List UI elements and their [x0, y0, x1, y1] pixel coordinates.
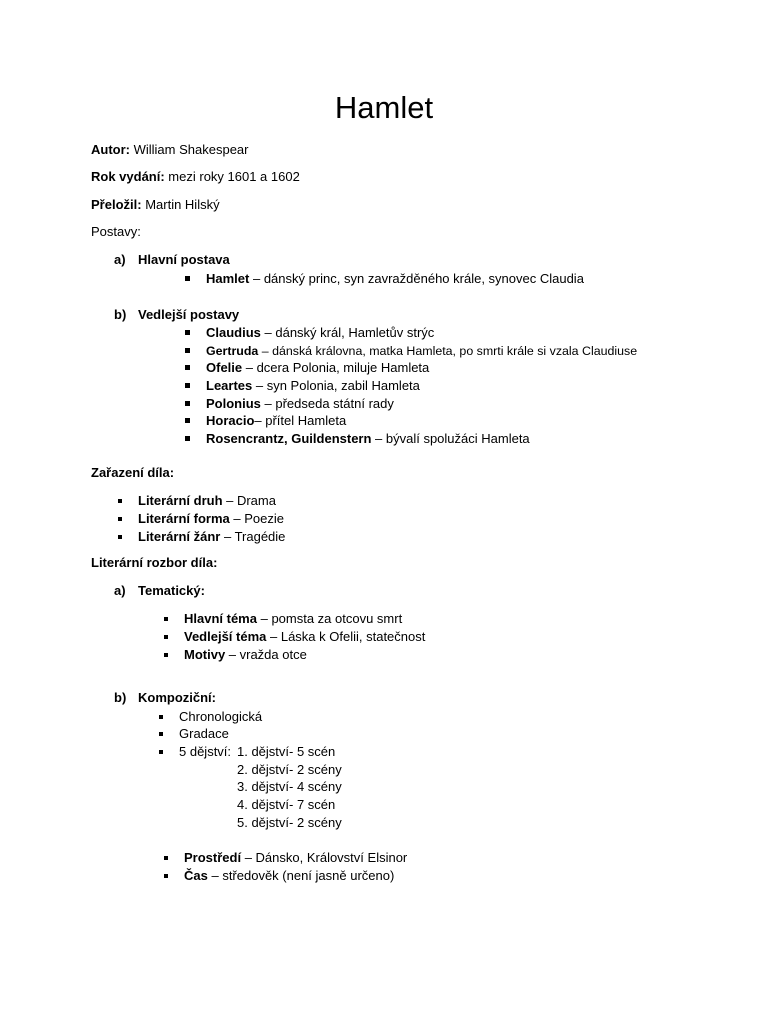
secondary-characters-heading: b) Vedlejší postavy [114, 307, 240, 322]
character-desc: – přítel Hamleta [254, 413, 347, 428]
act-item: 3. dějství- 4 scény [237, 779, 342, 794]
act-item: 4. dějství- 7 scén [237, 797, 336, 812]
character-name: Hamlet [206, 271, 250, 286]
list-item: Prostředí – Dánsko, Království Elsinor [184, 850, 408, 865]
characters-label: Postavy: [91, 224, 141, 239]
character-name: Polonius [206, 396, 261, 411]
author-label: Autor: [91, 142, 130, 157]
character-desc: – dcera Polonia, miluje Hamleta [242, 360, 430, 375]
character-desc: – dánský princ, syn zavražděného krále, synovec Claudia [249, 271, 584, 286]
list-item [206, 395, 394, 413]
analysis-heading: Literární rozbor díla: [91, 555, 218, 570]
list-item: Motivy – vražda otce [184, 647, 307, 662]
list-marker: a) [114, 252, 126, 267]
character-name: Rosencrantz, Guildenstern [206, 431, 372, 446]
list-item: Literární forma – Poezie [138, 511, 284, 526]
character-desc: – bývalí spolužáci Hamleta [371, 431, 530, 446]
list-item [206, 377, 420, 395]
list-item: Chronologická [179, 709, 263, 724]
act-item: 5. dějství- 2 scény [237, 815, 342, 830]
list-item [206, 412, 346, 430]
act-item: 2. dějství- 2 scény [237, 762, 342, 777]
list-item: Vedlejší téma – Láska k Ofelii, statečnost [184, 629, 426, 644]
main-character-heading: a) Hlavní postava [114, 252, 230, 267]
character-name: Gertruda [206, 344, 259, 358]
author-value: William Shakespear [130, 142, 249, 157]
year-value: mezi roky 1601 a 1602 [164, 169, 300, 184]
year-label: Rok vydání: [91, 169, 165, 184]
character-name: Horacio [206, 413, 255, 428]
translator-label: Přeložil: [91, 197, 142, 212]
list-item: Hlavní téma – pomsta za otcovu smrt [184, 611, 403, 626]
list-item: Literární druh – Drama [138, 493, 276, 508]
list-item: Literární žánr – Tragédie [138, 529, 286, 544]
list-marker: b) [114, 307, 127, 322]
list-item: Čas – středověk (není jasně určeno) [184, 868, 395, 883]
classification-heading: Zařazení díla: [91, 465, 175, 480]
thematic-heading: a) Tematický: [114, 583, 205, 598]
list-marker: a) [114, 583, 126, 598]
list-item [206, 430, 530, 448]
list-item [206, 342, 637, 360]
translator-line [91, 196, 220, 214]
list-marker: b) [114, 690, 127, 705]
character-name: Claudius [206, 325, 261, 340]
document-title: Hamlet [334, 90, 434, 125]
list-item: Gradace [179, 726, 229, 741]
character-desc: – syn Polonia, zabil Hamleta [252, 378, 420, 393]
acts-label: 5 dějství: [179, 744, 232, 759]
year-line [91, 168, 300, 186]
character-desc: – dánský král, Hamletův strýc [260, 325, 435, 340]
act-item: 1. dějství- 5 scén [237, 744, 336, 759]
translator-value: Martin Hilský [141, 197, 220, 212]
compositional-heading: b) Kompoziční: [114, 690, 216, 705]
character-name: Leartes [206, 378, 253, 393]
character-desc: – předseda státní rady [260, 396, 394, 411]
list-item [206, 359, 429, 377]
author-line [91, 141, 249, 159]
character-desc: – dánská královna, matka Hamleta, po smrti krále si vzala Claudiuse [258, 344, 638, 358]
list-item [206, 270, 584, 288]
character-name: Ofelie [206, 360, 243, 375]
list-item [206, 324, 434, 342]
